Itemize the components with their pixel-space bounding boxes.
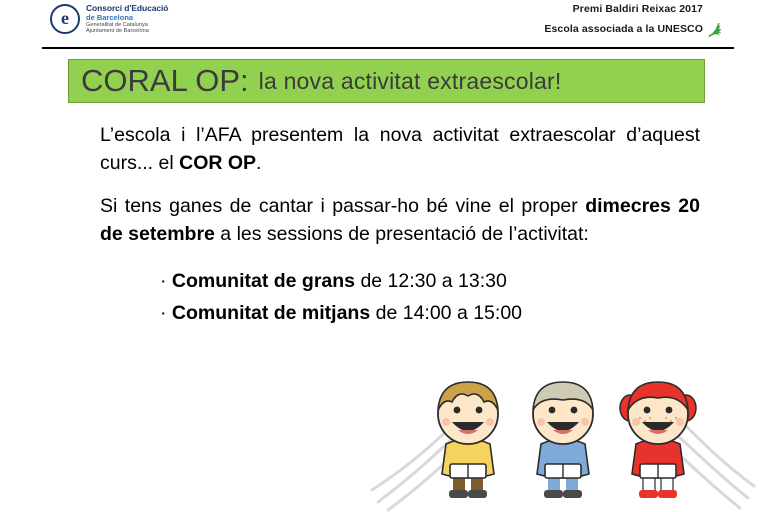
consorci-logo-text	[86, 4, 168, 34]
paragraph-1-text-b: .	[256, 151, 262, 174]
unesco-bird-icon	[705, 18, 727, 40]
paragraph-2-text-a: Si tens ganes de cantar i passar-ho bé vine el proper	[100, 195, 586, 218]
page-subtitle: la nova activitat extraescolar!	[258, 67, 562, 94]
list-item-rest: de 14:00 a 15:00	[370, 301, 523, 324]
paragraph-1	[100, 122, 700, 177]
list-item-bold: Comunitat de mitjans	[171, 301, 371, 324]
paragraph-2-bold: dimecres 20 de setembre	[100, 195, 700, 246]
logo-line-1: Consorci d'Educació	[86, 3, 169, 13]
child-figure-1	[438, 382, 498, 498]
bullet-marker: ·	[160, 301, 167, 324]
three-singing-children-illustration	[368, 352, 758, 512]
list-item-bold: Comunitat de grans	[171, 269, 356, 292]
unesco-text: Escola associada a la UNESCO	[544, 23, 703, 35]
title-banner	[68, 59, 705, 103]
child-figure-2	[533, 382, 593, 498]
session-list	[100, 265, 700, 329]
award-text: Premi Baldiri Reixac 2017	[572, 3, 703, 15]
paragraph-1-bold: COR OP	[179, 151, 257, 174]
consorci-logo	[50, 4, 168, 34]
list-item-rest: de 12:30 a 13:30	[355, 269, 507, 292]
logo-line-4: Ajuntament de Barcelona	[86, 28, 149, 35]
logo-line-3: Generalitat de Catalunya	[86, 21, 148, 28]
page-header	[0, 0, 775, 50]
header-award-block	[544, 3, 703, 35]
bullet-marker: ·	[160, 269, 167, 292]
paragraph-2-text-b: a les sessions de presentació de l’activitat:	[214, 223, 589, 246]
paragraph-2	[100, 193, 700, 248]
header-divider	[42, 47, 734, 49]
paragraph-1-text-a: L’escola i l’AFA presentem la nova activitat extraescolar d’aquest curs... el	[100, 124, 700, 174]
consorci-logo-icon: e	[50, 4, 80, 34]
page-title: CORAL OP:	[81, 63, 249, 98]
logo-line-2: de Barcelona	[86, 12, 134, 22]
body-content	[100, 122, 700, 329]
list-item	[160, 297, 700, 329]
list-item	[160, 265, 700, 297]
